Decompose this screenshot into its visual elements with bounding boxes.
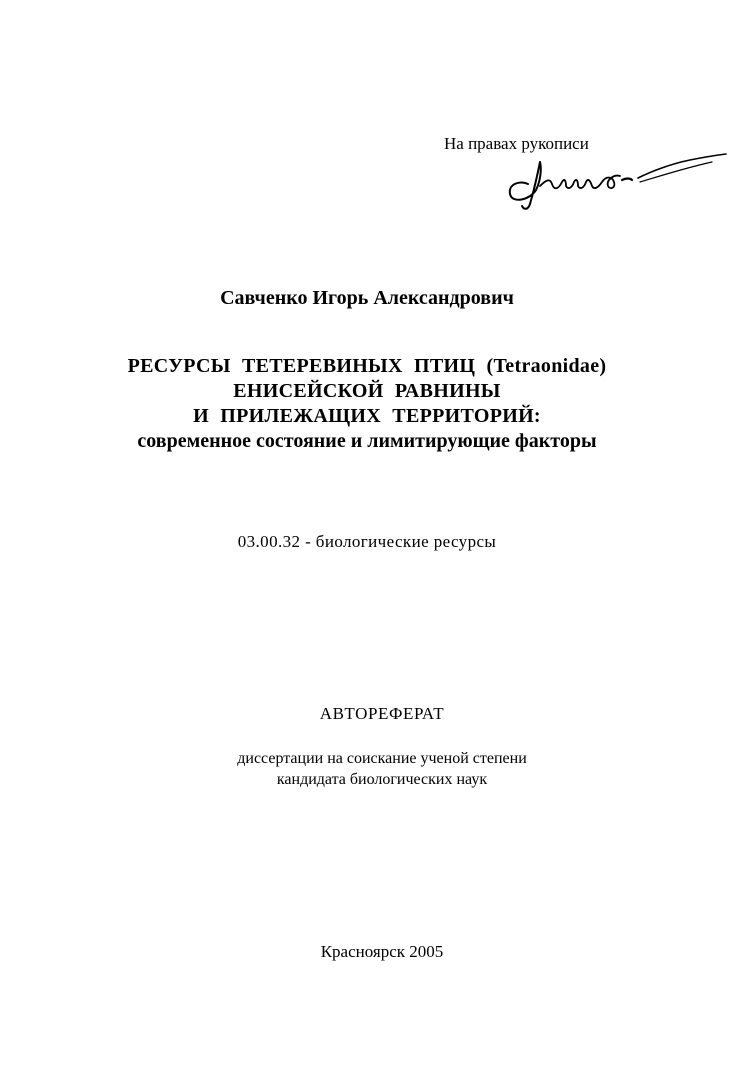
document-type: АВТОРЕФЕРАТ	[319, 704, 445, 723]
handwritten-signature	[500, 150, 730, 212]
document-purpose	[0, 748, 734, 790]
title-line-2: ЕНИСЕЙСКОЙ РАВНИНЫ	[233, 380, 501, 402]
title-line-1: РЕСУРСЫ ТЕТЕРЕВИНЫХ ПТИЦ (Tetraonidae)	[127, 355, 607, 377]
city-and-year: Красноярск 2005	[320, 942, 444, 961]
author-name: Савченко Игорь Александрович	[220, 287, 514, 309]
specialty-code: 03.00.32 - биологические ресурсы	[237, 532, 497, 551]
title-line-3: И ПРИЛЕЖАЩИХ ТЕРРИТОРИЙ:	[193, 405, 541, 427]
purpose-line-1: диссертации на соискание ученой степени	[237, 750, 527, 767]
title-line-4: современное состояние и лимитирующие факторы	[137, 430, 597, 452]
manuscript-rights-note: На правах рукописи	[444, 134, 589, 153]
dissertation-title	[0, 354, 734, 454]
purpose-line-2: кандидата биологических наук	[276, 771, 488, 788]
